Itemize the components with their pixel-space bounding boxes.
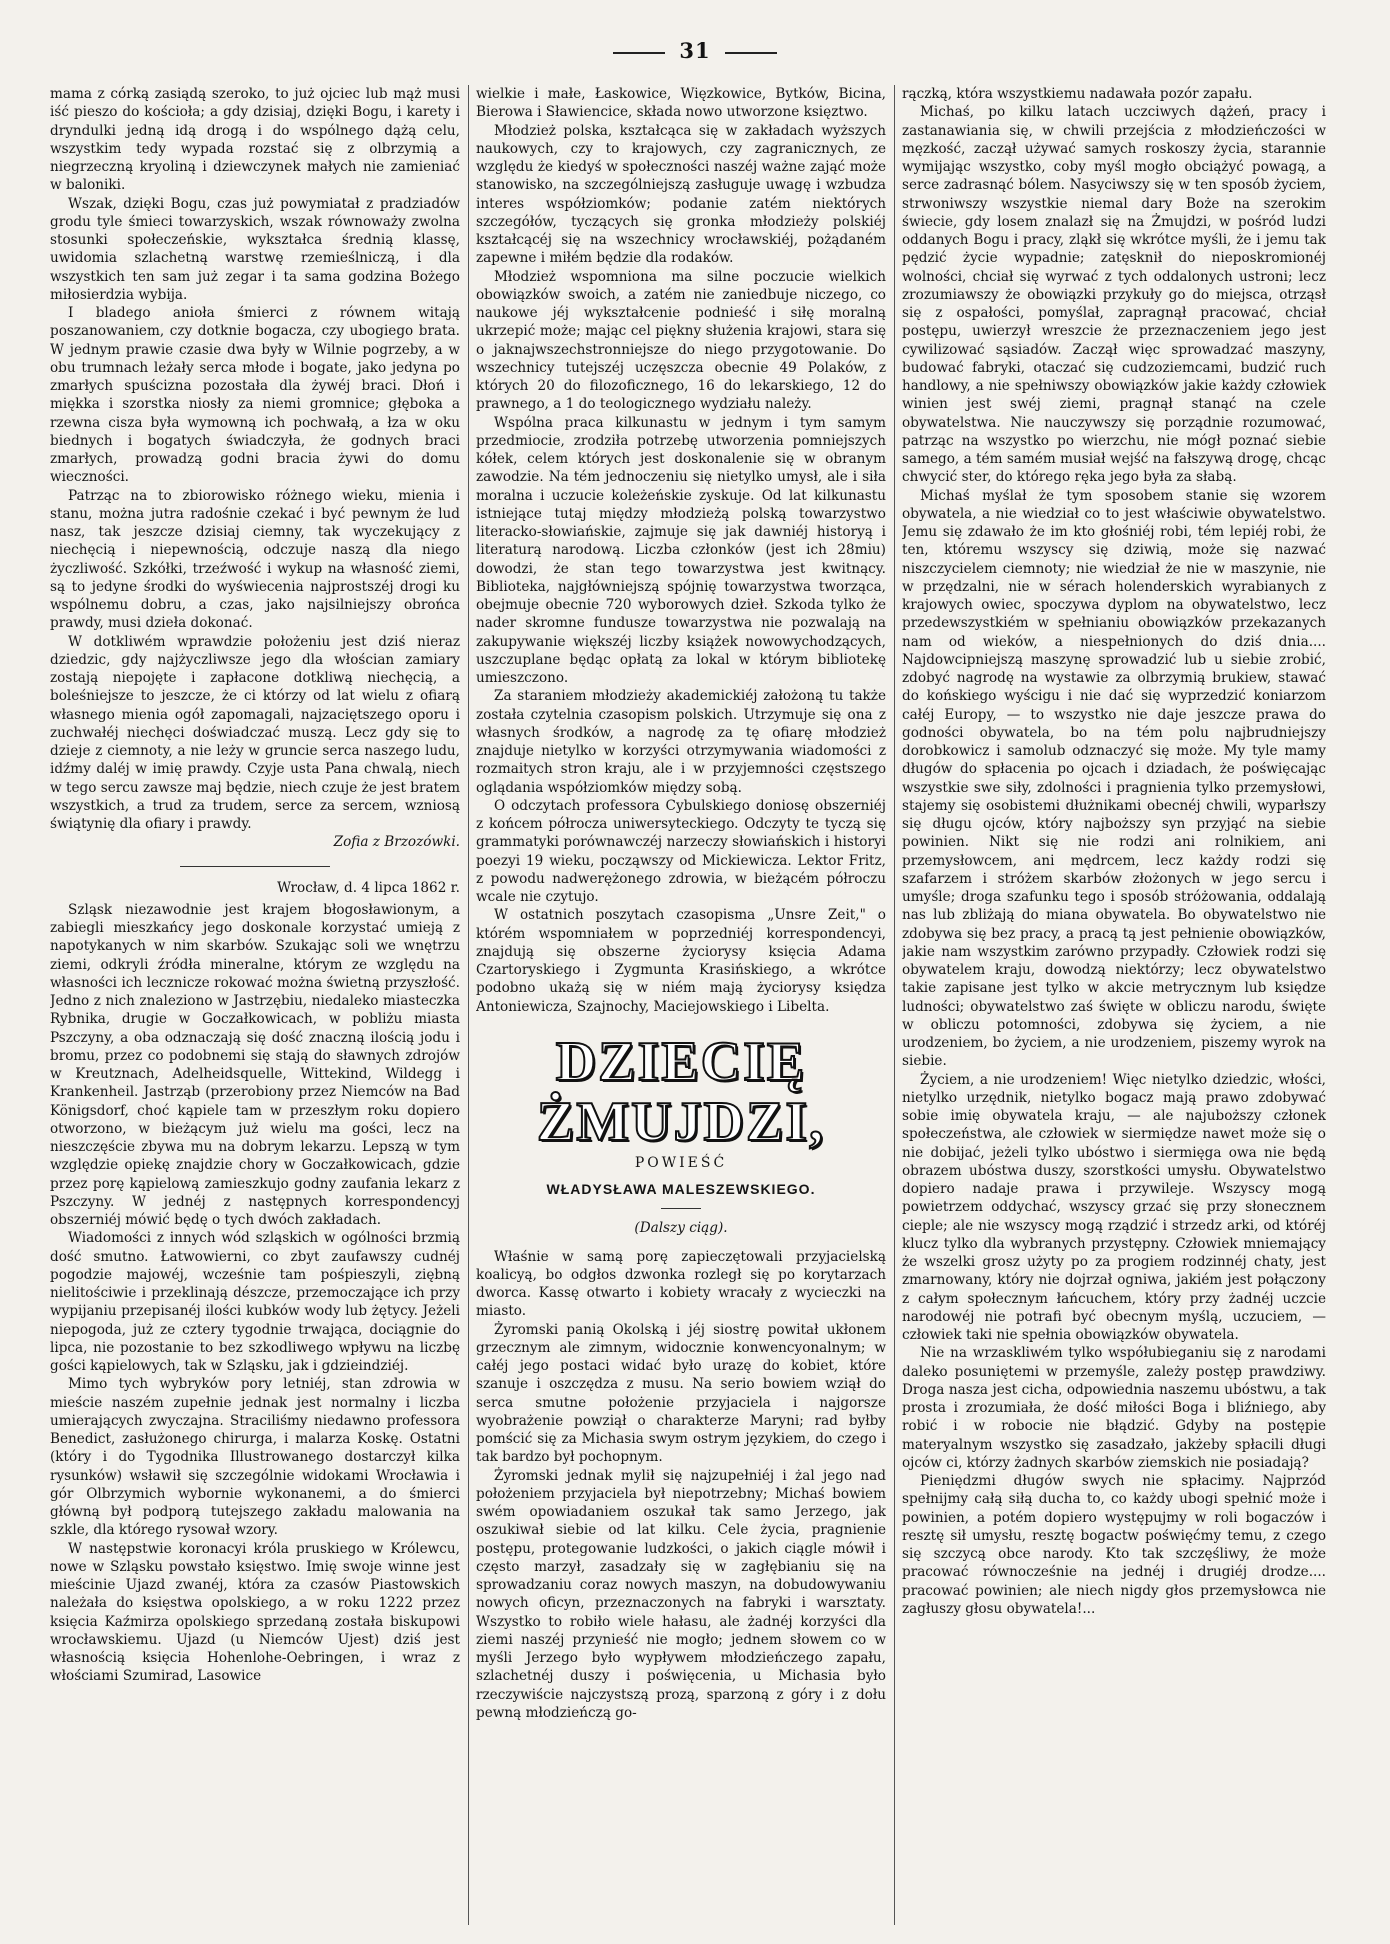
paragraph: Za staraniem młodzieży akademickiéj założoną tu także została czytelnia czasopism polskich. Utrzymuje się ona z własnych środków, a nagrodę za tę ofiarę młodzież znajduje nietylko w korzyści otrzymywania wiadomości z rozmaitych stron kraju, ale i w przyjemności częstszego oglądania współziomków między sobą. [476, 688, 886, 796]
paragraph: Mimo tych wybryków pory letniéj, stan zdrowia w mieście naszém zupełnie jednak jest normalny i liczba umierających zwyczajna. Straciliśmy niedawno professora Benedict, zasłużonego chirurga, i malarza Koskę. Ostatni (który i do Tygodnika Illustrowanego dostarczył kilka rysunków) wsławił się szczególnie widokami Wrocławia i gór Olbrzymich wybornie wykonanemi, a do śmierci główną był podporą tutejszego zakładu malowania na szkle, dla którego rysował wzory. [50, 1376, 460, 1539]
paragraph: Patrząc na to zbiorowisko różnego wieku, mienia i stanu, można jutra radośnie czekać i być pewnym że lud nasz, tak jeszcze dzisiaj ciemny, tak wyczekujący z niechęcią i niepewnością, odczuje naszą dla niego życzliwość. Szkółki, trzeźwość i wykup na własność ziemi, są to jedyne środki do wyświecenia najprostszéj drogi ku wspólnemu dobru, a czas, jako najsilniejszy obrońca prawdy, musi dzieła dokonać. [50, 487, 460, 632]
author-signature: Zofia z Brzozówki. [333, 834, 460, 851]
paragraph: Życiem, a nie urodzeniem! Więc nietylko dziedzic, włości, nietylko urzędnik, nietylko bogacz mają prawo zdobywać sobie imię obywatela kraju, — ale najuboższy członek społeczeństwa, ale człowiek w siermiędze nawet może się o nie dobijać, jeżeli tylko ubóstwo i siermięga owa nie będą obrazem ubóstwa duszy, szorstkości umysłu. Obywatelstwo dopiero nadaje prawa i przywileje. Wszyscy mogą powietrzem oddychać, wszyscy grzać się przy słonecznem cieple; ale nie wszyscy mogą rządzić i strzedz arki, od któréj klucz tylko dla wybranych przystępny. Człowiek mniemający że wszelki grosz użyty po za progiem rodzinnéj chaty, jest zmarnowany, który nie dojrzał ogniwa, jakiém jest połączony z całym społecznym łańcuchem, który przy żadnéj uczcie narodowéj nie potrafi być obecnym myślą, uczuciem, — człowiek taki nie spełnia obowiązków obywatela. [902, 1071, 1326, 1343]
paragraph: Żyromski panią Okolską i jéj siostrę powitał ukłonem grzecznym ale zimnym, widocznie konwencyonalnym; w całéj jego postaci widać było urazę do kobiet, które szanuje i oszczędza z musu. Na serio bowiem wziął do serca smutne położenie przyjaciela i najgorsze wyobrażenie powziął o charakterze Maryni; rad byłby pomścić się za Michasia swym ostrym językiem, do czego i tak bardzo był pochopnym. [476, 1321, 886, 1466]
paragraph: Pieniędzmi długów swych nie spłacimy. Najprzód spełnijmy całą siłą ducha to, co każdy ubogi spełnić może i powinien, a potém dopiero występujmy w roli bogaczów i resztę sił umysłu, resztę bogactw poświęćmy temu, z czego się szczycą obce narody. Kto tak szczęśliwy, że może pracować równocześnie na jednéj i drugiéj drodze.... pracować powinien; ale niech nigdy głos przemysłowca nie zagłuszy głosu obywatela!... [902, 1473, 1326, 1617]
serial-author: WŁADYSŁAWA MALESZEWSKIEGO. [546, 1181, 816, 1197]
serial-subtitle: POWIEŚĆ [634, 1154, 728, 1171]
paragraph: Nie na wrzaskliwém tylko współubieganiu się z narodami daleko posuniętemi w przemyśle, zależy postęp prawdziwy. Droga nasza jest cicha, odpowiednia naszemu ubóstwu, a tak prosta i zrozumiała, że dość miłości Boga i bliźniego, aby robić i w robocie nie błądzić. Gdyby na postępie materyalnym wszystko się zasadzało, jakżeby spłacili długi ojców ci, którzy żadnych skarbów ziemskich nie posiadają? [902, 1345, 1326, 1471]
paragraph: Właśnie w samą porę zapieczętowali przyjacielską koalicyą, bo odgłos dzwonka rozległ się po korytarzach dworca. Kassę otwarto i kobiety wracały z wycieczki na miasto. [476, 1248, 886, 1320]
header-rule-right [725, 52, 777, 54]
serial-heading [476, 1032, 886, 1238]
serial-title: DZIECIĘ ŻMUJDZI, [536, 1030, 826, 1153]
column-3 [902, 85, 1326, 1922]
paragraph: O odczytach professora Cybulskiego doniosę obszerniéj z końcem półrocza uniwersyteckiego. Odczyty te tyczą się grammatyki porównawczéj narzeczy słowiańskich i historyi poezyi 19 wieku, począwszy od Mickiewicza. Lektor Fritz, z powodu nadwerężonego zdrowia, w bieżącém półroczu wcale nie czytujo. [476, 797, 886, 905]
section-separator [180, 866, 330, 867]
page-number: 31 [679, 38, 711, 63]
paragraph: Michaś myślał że tym sposobem stanie się wzorem obywatela, a nie wiedział co to jest właściwie obywatelstwo. Jemu się zdawało że im kto głośniéj robi, tém lepiéj robi, że ten, któremu wszyscy się dziwią, może się nazwać niszczycielem ciemnoty; nie wiedział że nie w maszynie, nie w przędzalni, nie w sérach holenderskich wyrabianych z krajowych owiec, spoczywa dyplom na obywatelstwo, lecz przedewszystkiém w spełnianiu obowiązków przekazanych nam od wieków, a niespełnionych do dziś dnia.... Najdowcipniejszą maszynę sprowadzić lub u siebie zrobić, zdobyć nagrodę na wystawie za olbrzymią brukiew, stawać do końskiego wyścigu i nie dać się wyprzedzić koniarzom całéj Europy, — to wszystko nie daje jeszcze prawa do godności obywatela, bo na tém polu najbrudniejszy dorobkowicz i samolub odznaczyć się może. My tyle mamy długów do spłacenia po ojcach i dziadach, że poświęcając wszystkie swe siły, zdolności i pragnienia tylko przemysłowi, stajemy się osobistemi dłużnikami obecnéj chwili, wyparłszy się długu ojców, który najboższy syn przyjąć na siebie powinien. Nikt się nie rodzi ani rolnikiem, ani przemysłowcem, ani mędrcem, lecz każdy rodzi się szafarzem i stróżem skarbów złożonych w jego sercu i umyśle; droga szafunku tego i sposób stróżowania, oddalają nas lub zbliżają do miana obywatela. Bo obywatelstwo nie zdobywa się bez pracy, a pracą tą jest pełnienie obowiązków, jakie nam wszystkim zarówno przypadły. Człowiek rodzi się obywatelem kraju, dowodzą niektórzy; lecz obywatelstwo takie zapisane jest tylko w akcie metrycznym lub księdze ludności; obywatelstwo zaś święte w obliczu narodu, święte w obliczu potomności, zdobywa się życiem, a nie urodzeniem, bo życiem, a nie urodzeniem, piszemy wyrok na siebie. [902, 487, 1326, 1070]
column-2 [476, 85, 886, 1922]
paragraph: W dotkliwém wprawdzie położeniu jest dziś nieraz dziedzic, gdy najżyczliwsze jego dla włościan zamiary zostają niepojęte i zapłacone dotkliwą niechęcią, a boleśniejsze to jeszcze, że ci którzy od lat wielu z ofiarą własnego mienia ogół zapomagali, najzaciętszego oporu i zuchwałéj niechęci doświadczać muszą. Lecz gdy się to dzieje z ciemnoty, a nie leży w gruncie serca naszego ludu, idźmy daléj w imię prawdy. Czyje usta Pana chwalą, niech w tego sercu zawsze maj będzie, niech czuje że jest bratem wszystkich, a trud za trudem, serce za sercem, wzniosą świątynię dla ofiary i prawdy. [50, 633, 460, 832]
paragraph: Wspólna praca kilkunastu w jednym i tym samym przedmiocie, zrodziła potrzebę utworzenia pomniejszych kółek, celem których jest doskonalenie się w obranym zawodzie. Na tém jednoczeniu się nietylko umysł, ale i siła moralna i uczucie koleżeńskie zyskuje. Od lat kilkunastu istniejące tutaj między młodzieżą polską towarzystwo literacko-słowiańskie, zajmuje się jak dawniéj historyą i literaturą narodową. Liczba członków (jest ich 28miu) dowodzi, że stan tego towarzystwa jest kwitnący. Biblioteka, najgłówniejszą spójnię towarzystwa tworząca, obejmuje obecnie 720 wyborowych dzieł. Szkoda tylko że nader skromne fundusze towarzystwa nie pozwalają na zakupywanie większéj liczby książek nowowychodzących, uszczuplane będąc opłatą za lokal w którym bibliotekę umieszczono. [476, 414, 886, 686]
paragraph: rączką, która wszystkiemu nadawała pozór zapału. [902, 86, 1253, 102]
paragraph: Żyromski jednak mylił się najzupełniéj i żal jego nad położeniem przyjaciela był niepotrzebny; Michaś bowiem swém opowiadaniem oszukał tak samo Jerzego, jak oszukiwał siebie od lat kilku. Cele życia, pragnienie postępu, protegowanie ludzkości, o jakich ciągle mówił i często marzył, zasadzały się w zagłębianiu się na sprowadzaniu coraz nowych maszyn, na dobudowywaniu nowych oficyn, przeznaczonych na fabryki i warsztaty. Wszystko to robiło wiele hałasu, ale żadnéj korzyści dla ziemi naszéj przynieść nie mogło; jednem słowem co w myśli Jerzego było wypływem młodzieńczego zapału, szlachetnéj duszy i poświęcenia, u Michasia było rzeczywiście najczystszą prozą, sparzoną z góry i z dołu pewną młodzieńczą go- [476, 1467, 886, 1721]
serial-rule [661, 1208, 701, 1209]
column-1 [50, 85, 460, 1922]
page-header [0, 38, 1390, 63]
paragraph: mama z córką zasiądą szeroko, to już ojciec lub mąż musi iść pieszo do kościoła; a gdy dzisiaj, dzięki Bogu, i karety i dryndulki jedną idą drogą i do wspólnego dążą celu, wszystkim tedy wypada rozstać się z olbrzymią a niegrzeczną kryoliną i dziewczynek małych nie zamieniać w baloniki. [50, 86, 460, 194]
paragraph: I bladego anioła śmierci z równem witają poszanowaniem, czy dotknie bogacza, czy ubogiego brata. W jednym prawie czasie dwa były w Wilnie pogrzeby, a w obu trumnach leżały serca młode i bogate, jako jedyna po zmarłych spuścizna pozostała dla żywéj braci. Dłoń i miękka i szorstka niosły za niemi gromnice; głęboka a rzewna cisza była wymowną ich pochwałą, a łza w oku biednych i bogatych świadczyła, że godnych braci zmarłych, prowadzą godni bracia żywi do domu wieczności. [50, 305, 460, 486]
column-divider [468, 85, 469, 1925]
serial-continued: (Dalszy ciąg). [634, 1220, 728, 1237]
header-rule-left [613, 52, 665, 54]
dateline: Wrocław, d. 4 lipca 1862 r. [277, 879, 460, 896]
paragraph: Szląsk niezawodnie jest krajem błogosławionym, a zabiegli mieszkańcy jego doskonale korzystać umieją z napotykanych w nim skarbów. Szukając soli we wnętrzu ziemi, odkryli źródła mineralne, którym ze względu na własności ich lecznicze rokować można świetną przyszłość. Jedno z nich znaleziono w Jastrzębiu, niedaleko miasteczka Rybnika, drugie w Goczałkowicach, w pobliżu miasta Pszczyny, a oba odznaczają się dość znaczną ilością jodu i bromu, przez co podobnemi się stają do sławnych zdrojów w Kreutznach, Adelheidsquelle, Wittekind, Wildegg i Krankenheil. Jastrząb (przerobiony przez Niemców na Bad Königsdorf, choć kąpiele tam w przeszłym roku dopiero otworzono, w bieżącym już wielu ma gości, lecz na nieszczęście zbywa mu na dobrym lekarzu. Lepszą w tym względzie opiekę znajdzie chory w Goczałkowicach, gdzie przez porę kąpielową zamieszkujo godny zaufania lekarz z Pszczyny. W jednéj z następnych korrespondencyj obszerniéj mówić będę o tych dwóch zakładach. [50, 901, 460, 1228]
paragraph: W ostatnich poszytach czasopisma „Unsre Zeit," o którém wspomniałem w poprzedniéj korrespondencyi, znajdują się obszerne życiorysy księcia Adama Czartoryskiego i Zygmunta Krasińskiego, a wkrótce podobno ukażą się w niém mają życiorysy księdza Antoniewicza, Szajnochy, Maciejowskiego i Libelta. [476, 907, 886, 1015]
paragraph: Młodzież wspomniona ma silne poczucie wielkich obowiązków swoich, a zatém nie zaniedbuje niczego, co naukowe jéj wykształcenie podnieść i siłę moralną ukrzepić może; mając cel piękny służenia krajowi, stara się o jaknajwszechstronniejsze do niego przygotowanie. Do wszechnicy tutejszéj uczęszcza obecnie 49 Polaków, z których 20 do filozoficznego, 16 do lekarskiego, 12 do prawnego, a 1 do teologicznego wydziału należy. [476, 268, 886, 413]
paragraph: Wiadomości z innych wód szląskich w ogólności brzmią dość smutno. Łatwowierni, co zbyt zaufawszy cudnéj pogodzie majowéj, wcześnie tam pośpieszyli, ziębną nielitościwie i przeklinają dészcze, przemoczające ich przy wypijaniu przepisanéj ilości kubków wody lub żętycy. Jeżeli niepogoda, już ze cztery tygodnie trwająca, dociągnie do lipca, nie pozostanie to bez szkodliwego wpływu na liczbę gości kąpielowych, tak w Szląsku, jak i gdzieindziéj. [50, 1230, 460, 1374]
paragraph: Michaś, po kilku latach uczciwych dążeń, pracy i zastanawiania się, w chwili przejścia z młodzieńczości w męzkość, zaczął używać samych roskoszy życia, starannie wymijając wszystko, coby myśl mogło obciążyć powagą, a serce zadrasnąć bólem. Nasyciwszy się w ten sposób życiem, strwoniwszy wszystkie niemal dary Boże na szerokim świecie, gdy losem znalazł się na Żmujdzi, w pośród ludzi oddanych Bogu i pracy, zląkł się wkrótce myśli, że i jemu tak pędzić życie wypadnie; zatęsknił do nieposkromionéj wolności, chciał się wyrwać z tych oddalonych ustroni; lecz zrozumiawszy że obowiązki przykuły go do miejsca, otrząsł się z ospałości, pomyślał, zapragnął pracować, chciał postępu, uwierzył wreszcie że przeznaczeniem jego jest cywilizować sąsiadów. Zaczął więc sprowadzać maszyny, budować fabryki, otaczać się cudzoziemcami, budzić ruch handlowy, a nie spełniwszy obowiązków jakie każdy człowiek winien jest swéj ziemi, pragnął stanąć na czele obywatelstwa. Nie nauczywszy się porządnie rozumować, patrząc na wszystko po wierzchu, nie mógł poznać siebie samego, a tém samém musiał wejść na fałszywą drogę, chcąc chwycić ster, do którego ręka jego była za słabą. [902, 104, 1326, 486]
paragraph: Młodzież polska, kształcąca się w zakładach wyższych naukowych, czy to krajowych, czy zagranicznych, ze względu że kiedyś w społeczności naszéj ważne zająć może stanowisko, na szczególniejszą zasługuje uwagę i wzbudza interes współziomków; podanie zatém niektórych szczegółów, tyczących się gronka młodzieży polskiéj kształcącéj się na wszechnicy wrocławskiéj, pożądaném zapewne i miłém będzie dla rodaków. [476, 122, 886, 267]
column-divider [894, 85, 895, 1925]
paragraph: W następstwie koronacyi króla pruskiego w Królewcu, nowe w Szląsku powstało księstwo. Imię swoje winne jest mieścinie Ujazd zwanéj, która za czasów Piastowskich należała do księstwa opolskiego, a w roku 1222 przez księcia Kaźmirza opolskiego sprzedaną została biskupowi wrocławskiemu. Ujazd (u Niemców Ujest) dziś jest własnością księcia Hohenlohe-Oebringen, i wraz z włościami Szumirad, Lasowice [50, 1540, 460, 1685]
paragraph: wielkie i małe, Łaskowice, Więzkowice, Bytków, Bicina, Bierowa i Sławiencice, składa nowo utworzone księztwo. [476, 86, 886, 121]
paragraph: Wszak, dzięki Bogu, czas już powymiatał z pradziadów grodu tyle śmieci towarzyskich, wszak równoważy zwolna stosunki społeczeńskie, wykształca średnią klassę, uwidomia szlachetną warstwę rzemieślniczą, i dla wszystkich ten sam już zegar i ta sama godzina Bożego miłosierdzia wybija. [50, 195, 460, 303]
